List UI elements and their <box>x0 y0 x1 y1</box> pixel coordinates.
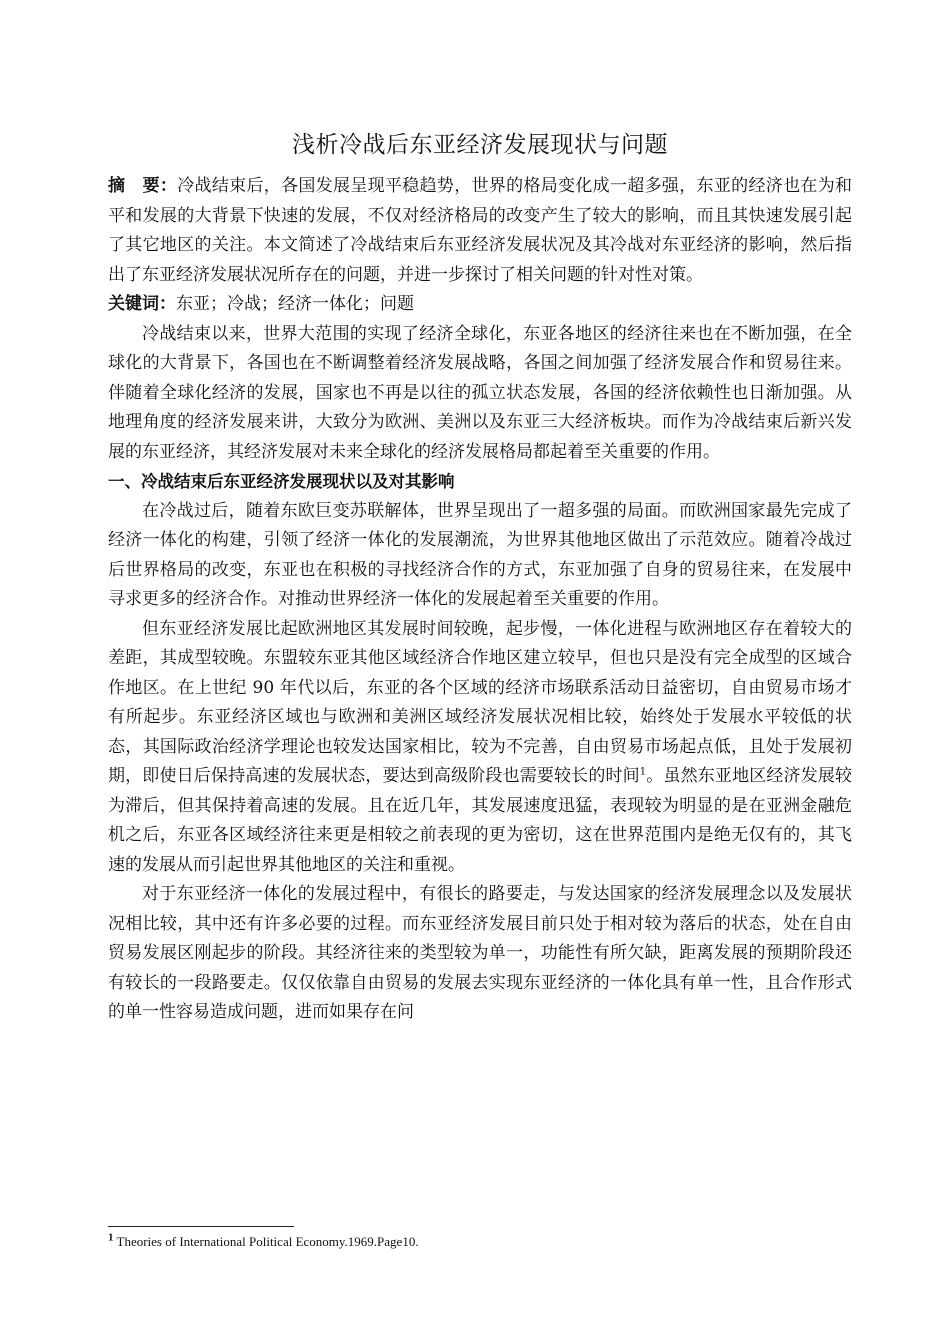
keywords-paragraph <box>108 290 852 320</box>
body-paragraph-2 <box>108 615 852 881</box>
document-page <box>108 128 852 1028</box>
abstract-text: 冷战结束后，各国发展呈现平稳趋势，世界的格局变化成一超多强，东亚的经济也在为和平和发展的大背景下快速的发展，不仅对经济格局的改变产生了较大的影响，而且其快速发展引起了其它地区的关注。本文简述了冷战结束后东亚经济发展状况及其冷战对东亚经济的影响，然后指出了东亚经济发展状况所存在的问题，并进一步探讨了相关问题的针对性对策。 <box>108 176 853 285</box>
document-title: 浅析冷战后东亚经济发展现状与问题 <box>292 132 668 158</box>
abstract-paragraph <box>108 172 852 290</box>
footnote <box>108 1232 852 1252</box>
footnote-text: Theories of International Political Economy.1969.Page10. <box>113 1234 419 1249</box>
section-heading: 一、冷战结束后东亚经济发展现状以及对其影响 <box>108 472 455 491</box>
keywords-text: 东亚；冷战；经济一体化；问题 <box>176 294 414 314</box>
body-paragraph-2-part-a: 但东亚经济发展比起欧洲地区其发展时间较晚，起步慢，一体化进程与欧洲地区存在着较大的差距，其成型较晚。东盟较东亚其他区域经济合作地区建立较早，但也只是没有完全成型的区域合作地区。在上世纪 90 年代以后，东亚的各个区域的经济市场联系活动日益密切，自由贸易市场才有所起步。东亚经济区域也与欧洲和美洲区域经济发展状况相比较，始终处于发展水平较低的状态，其国际政治经济学理论也较发达国家相比，较为不完善，自由贸易市场起点低，且处于发展初期，即使日后保持高速的发展状态，要达到高级阶段也需要较长的时间 <box>108 618 852 786</box>
body-paragraph-3: 对于东亚经济一体化的发展过程中，有很长的路要走，与发达国家的经济发展理念以及发展状况相比较，其中还有许多必要的过程。而东亚经济发展目前只处于相对较为落后的状态，处在自由贸易发展区刚起步的阶段。其经济往来的类型较为单一，功能性有所欠缺，距离发展的预期阶段还有较长的一段路要走。仅仅依靠自由贸易的发展去实现东亚经济的一体化具有单一性，且合作形式的单一性容易造成问题，进而如果存在问 <box>108 884 852 1022</box>
keywords-label: 关键词： <box>108 294 176 314</box>
footnote-mark: 1 <box>108 1231 114 1244</box>
abstract-label: 摘 要： <box>108 176 178 196</box>
body-paragraph-2-part-b: 。虽然东亚地区经济发展较为滞后，但其保持着高速的发展。且在近几年，其发展速度迅猛，表现较为明显的是在亚洲金融危机之后，东亚各区域经济往来更是相较之前表现的更为密切，这在世界范围内是绝无仅有的，其飞速的发展从而引起世界其他地区的关注和重视。 <box>108 766 853 875</box>
footnote-divider <box>108 1226 294 1227</box>
intro-paragraph: 冷战结束以来，世界大范围的实现了经济全球化，东亚各地区的经济往来也在不断加强，在全球化的大背景下，各国也在不断调整着经济发展战略，各国之间加强了经济发展合作和贸易往来。伴随着全球化经济的发展，国家也不再是以往的孤立状态发展，各国的经济依赖性也日渐加强。从地理角度的经济发展来讲，大致分为欧洲、美洲以及东亚三大经济板块。而作为冷战结束后新兴发展的东亚经济，其经济发展对未来全球化的经济发展格局都起着至关重要的作用。 <box>108 323 852 462</box>
footnote-reference[interactable]: 1 <box>639 766 647 778</box>
body-paragraph-1: 在冷战过后，随着东欧巨变苏联解体，世界呈现出了一超多强的局面。而欧洲国家最先完成了经济一体化的构建，引领了经济一体化的发展潮流，为世界其他地区做出了示范效应。随着冷战过后世界格局的改变，东亚也在积极的寻找经济合作的方式，东亚加强了自身的贸易往来，在发展中寻求更多的经济合作。对推动世界经济一体化的发展起着至关重要的作用。 <box>108 500 852 609</box>
